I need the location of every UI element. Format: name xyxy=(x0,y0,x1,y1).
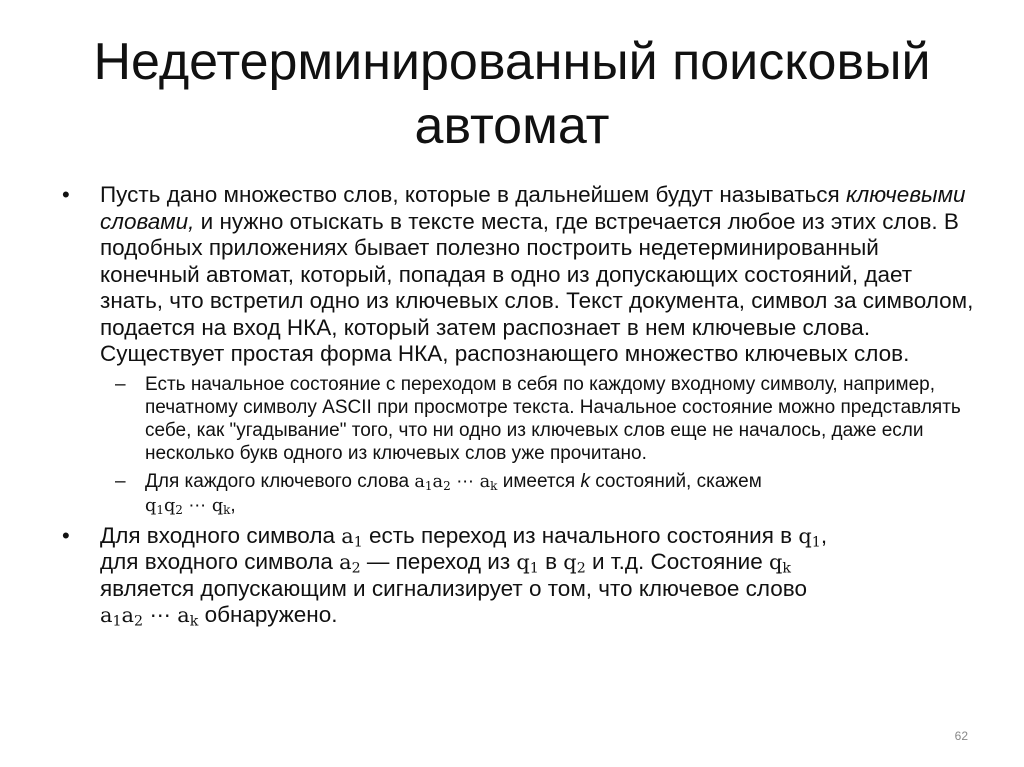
bullet-text: и т.д. Состояние xyxy=(585,549,770,574)
subbullet-text: , xyxy=(230,494,236,516)
subbullet-start-state xyxy=(60,373,980,465)
bullet-text: для входного символа xyxy=(100,549,340,574)
formula-a1: $a_1$ xyxy=(341,523,363,551)
subbullet-text: имеется xyxy=(497,470,581,492)
bullet-text: Для входного символа xyxy=(100,522,342,548)
bullet-text: Пусть дано множество слов, которые в дальнейшем будут называться xyxy=(100,182,846,207)
bullet-mark: • xyxy=(62,522,70,548)
bullet-text: , xyxy=(820,522,828,548)
formula-a2: $a_2$ xyxy=(339,550,361,577)
formula-q1: $q_1$ xyxy=(516,550,539,577)
formula-q1: $q_1$ xyxy=(798,523,821,551)
slide-content xyxy=(60,182,980,629)
bullet-keywords-intro xyxy=(60,182,980,368)
subbullet-keyword-states xyxy=(60,470,980,518)
subbullet-text: состояний, скажем xyxy=(589,470,762,492)
bullet-text: и нужно отыскать в тексте места, где встречается любое из этих слов. В подобных приложениях бывает полезно построить недетерминированный конечный автомат, который, попадая в одно из допускающих состояний, дает знать, что встретил одно из ключевых слов. Текст документа, символ за символом, подается на вход НКА, который затем распознает в нем ключевые слова. Существует простая форма НКА, распознающего множество ключевых слов. xyxy=(100,208,974,366)
bullet-text: — переход из xyxy=(360,549,517,574)
subbullet-text: Есть начальное состояние с переходом в себя по каждому входному символу, например, печатному символу ASCII при просмотре текста. Начальное состояние можно представлять себе, как "угадывание" того, что ни одно из ключевых слов еще не началось, даже если несколько букв одного из ключевых слов уже прочитано. xyxy=(145,373,961,464)
bullet-text: является допускающим и сигнализирует о том, что ключевое слово xyxy=(100,575,808,601)
dash-mark: – xyxy=(115,373,126,395)
dash-mark: – xyxy=(115,470,126,492)
bullet-mark: • xyxy=(62,182,70,207)
bullet-text: обнаружено. xyxy=(198,602,338,627)
formula-a1a2-ak: $a_1a_2$ ⋯ $a_k$ xyxy=(414,471,498,493)
emphasis-k: k xyxy=(580,470,590,492)
bullet-transitions xyxy=(60,523,980,629)
formula-qk: $q_k$ xyxy=(769,550,792,577)
bullet-text: есть переход из начального состояния в xyxy=(362,522,799,548)
slide-title: Недетерминированный поисковый автомат xyxy=(93,33,931,155)
subbullet-text: Для каждого ключевого слова xyxy=(145,470,415,492)
formula-q2: $q_2$ xyxy=(563,550,586,577)
formula-q1q2-qk: $q_1q_2$ ⋯ $q_k$ xyxy=(145,495,231,517)
page-number: 62 xyxy=(954,729,968,743)
formula-a1a2-ak: $a_1a_2$ ⋯ $a_k$ xyxy=(100,603,199,630)
bullet-text: в xyxy=(538,549,564,574)
emphasis-keywords: ключевыми словами, xyxy=(100,182,966,234)
